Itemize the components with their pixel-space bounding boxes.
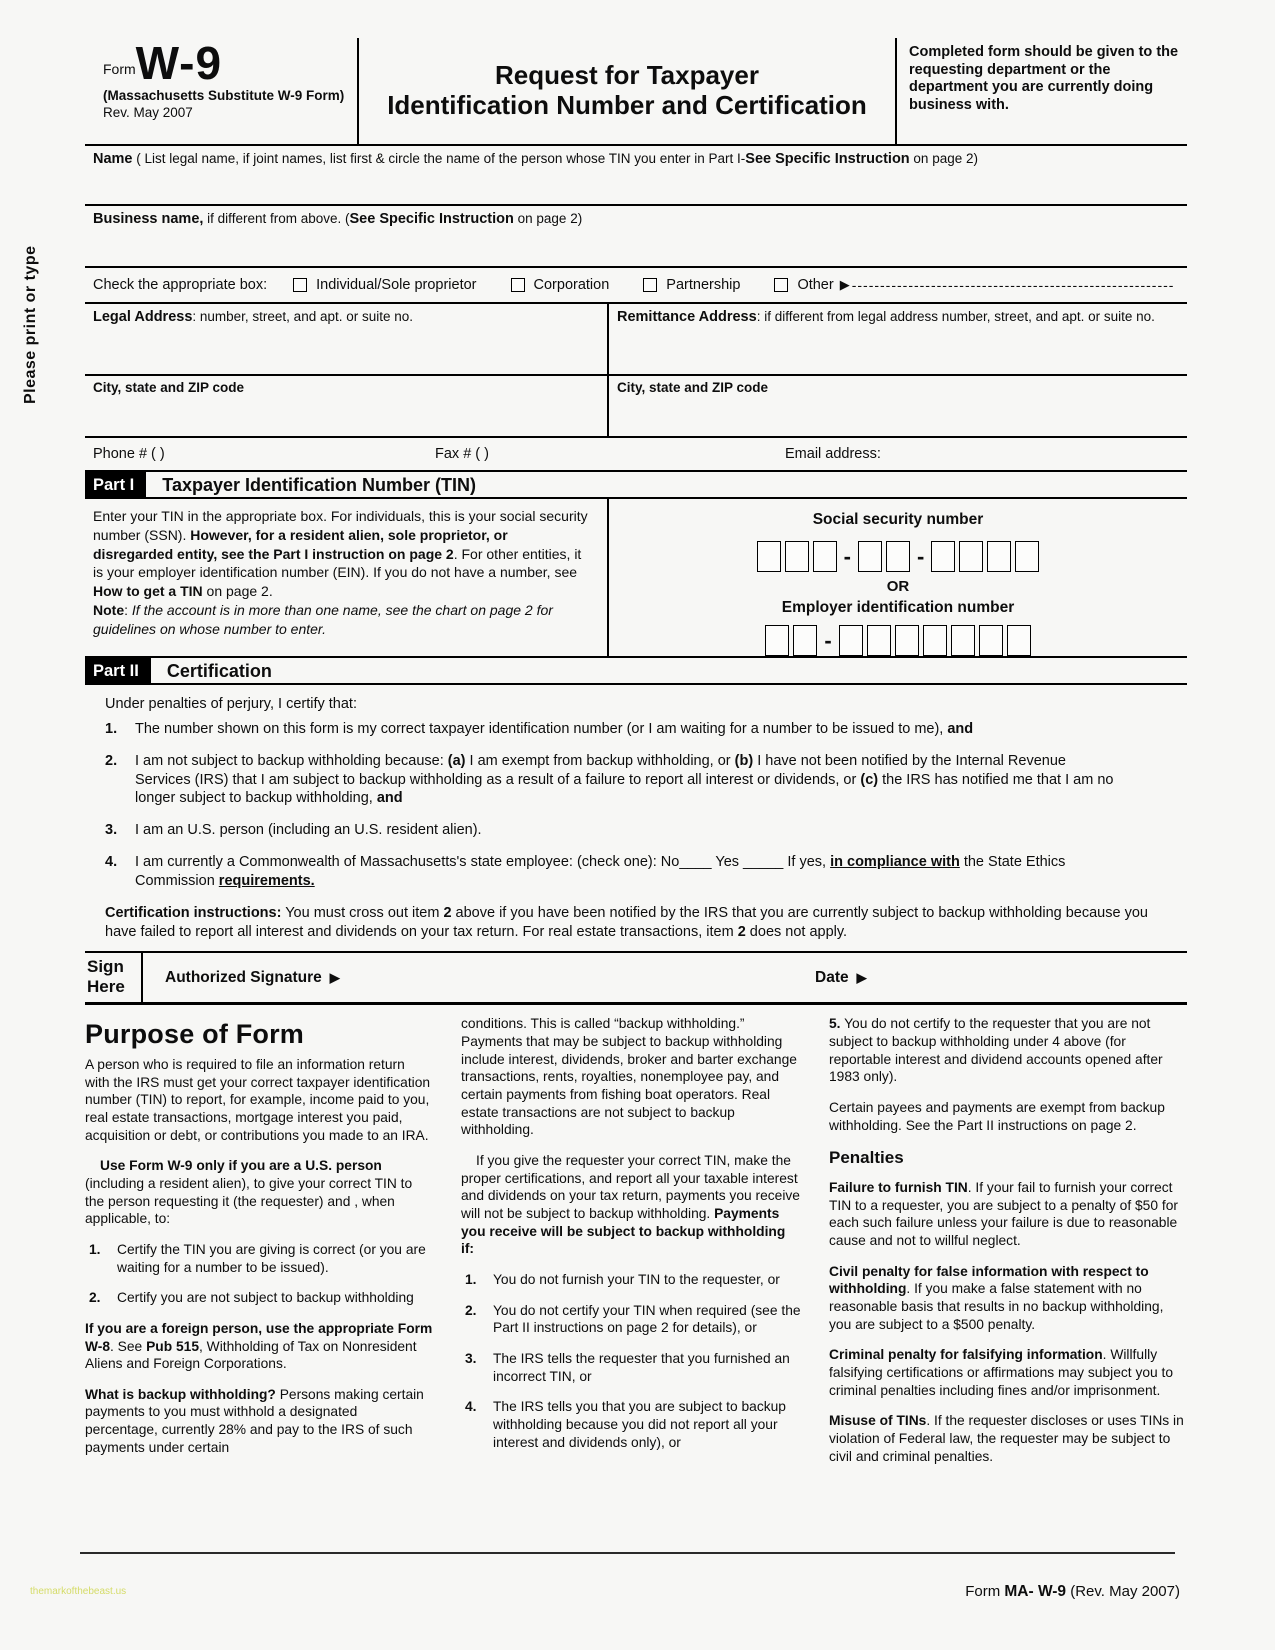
tin-instructions-text: Enter your TIN in the appropriate box. For individuals, this is your social security number (SSN). However, for a resident alien, sole proprietor, or disregarded entity, see the Part I instruction on page 2. For other entities, it is your employer identification number (EIN). If you do not have a number, see How to get a TIN on page 2. bbox=[93, 508, 588, 599]
ssn-box[interactable] bbox=[987, 541, 1011, 572]
use-form-paragraph: Use Form W-9 only if you are a U.S. person (including a resident alien), to give your correct TIN to the person requesting it (the requester) and , when applicable, to: bbox=[85, 1158, 413, 1227]
authorized-signature-field[interactable] bbox=[143, 953, 815, 1002]
corporation-checkbox-label: Corporation bbox=[533, 277, 610, 293]
item-text: The number shown on this form is my correct taxpayer identification number (or I am waiting for a number to be issued to me), and bbox=[135, 720, 974, 737]
contact-row bbox=[85, 436, 1187, 472]
form-word: Form bbox=[103, 60, 136, 77]
item-text: You do not certify your TIN when required (see the Part II instructions on page 2 for details), or bbox=[493, 1302, 801, 1336]
exempt-payees-paragraph: Certain payees and payments are exempt from backup withholding. See the Part II instructions on page 2. bbox=[829, 1100, 1165, 1133]
ssn-box[interactable] bbox=[858, 541, 882, 572]
certification-intro: Under penalties of perjury, I certify that: bbox=[105, 696, 357, 712]
ssn-title: Social security number bbox=[812, 511, 984, 528]
purpose-of-form-heading: Purpose of Form bbox=[85, 1019, 305, 1050]
form-header bbox=[85, 38, 1187, 144]
item-text: I am an U.S. person (including an U.S. resident alien). bbox=[135, 822, 482, 839]
instructions-section bbox=[85, 1015, 1187, 1478]
business-name-row bbox=[85, 206, 1187, 268]
ssn-box[interactable] bbox=[757, 541, 781, 572]
corporation-checkbox[interactable] bbox=[511, 278, 525, 292]
ein-box[interactable] bbox=[923, 625, 947, 656]
item-number: 1. bbox=[105, 720, 118, 737]
ein-dash: - bbox=[824, 627, 832, 653]
footer-divider bbox=[80, 1552, 1175, 1554]
ein-box[interactable] bbox=[895, 625, 919, 656]
col2-item-3 bbox=[461, 1350, 801, 1385]
ssn-box[interactable] bbox=[931, 541, 955, 572]
date-label: Date bbox=[815, 968, 849, 986]
tin-entry-panel bbox=[607, 499, 1187, 656]
city-left-input[interactable] bbox=[85, 376, 607, 436]
name-input[interactable] bbox=[85, 146, 1187, 204]
part1-header-bar bbox=[85, 472, 1187, 499]
part2-badge: Part II bbox=[85, 658, 151, 683]
city-right-cell bbox=[609, 376, 1187, 436]
form-title-line1: Request for Taxpayer bbox=[495, 60, 759, 91]
or-label: OR bbox=[886, 578, 910, 595]
part2-body bbox=[85, 685, 1187, 941]
part2-title: Certification bbox=[166, 661, 272, 681]
watermark-text: themarkofthebeast.us bbox=[30, 1586, 127, 1597]
ein-box[interactable] bbox=[867, 625, 891, 656]
certification-item-4 bbox=[105, 853, 1125, 891]
signature-arrow-icon: ▶ bbox=[329, 969, 340, 985]
item-text: You do not furnish your TIN to the requester, or bbox=[493, 1271, 780, 1287]
ssn-dash: - bbox=[917, 543, 925, 569]
partnership-checkbox[interactable] bbox=[643, 278, 657, 292]
here-word: Here bbox=[87, 976, 125, 996]
signature-row bbox=[85, 951, 1187, 1005]
other-checkbox[interactable] bbox=[774, 278, 788, 292]
instructions-column-2 bbox=[461, 1015, 801, 1478]
checkbox-item-other bbox=[774, 277, 1174, 293]
item-number: 3. bbox=[105, 822, 118, 839]
item-number: 4. bbox=[105, 854, 118, 871]
ein-title: Employer identification number bbox=[781, 599, 1015, 616]
col2-item-1 bbox=[461, 1271, 801, 1289]
col2-item-2 bbox=[461, 1302, 801, 1337]
authorized-signature-label: Authorized Signature bbox=[165, 968, 322, 986]
sign-here-label bbox=[85, 953, 143, 1002]
checkbox-item-corporation bbox=[511, 277, 610, 293]
item-number: 1. bbox=[465, 1271, 477, 1287]
ssn-box[interactable] bbox=[959, 541, 983, 572]
ssn-boxes bbox=[609, 541, 1187, 572]
phone-field[interactable]: Phone # ( ) bbox=[93, 446, 165, 462]
criminal-penalty-paragraph: Criminal penalty for falsifying information. Willfully falsifying certifications or affirmations may subject you to criminal penalties including fines and/or imprisonment. bbox=[829, 1347, 1174, 1398]
checkbox-item-individual bbox=[293, 277, 476, 293]
name-row bbox=[85, 146, 1187, 206]
form-routing-note: Completed form should be given to the requesting department or the department you are currently doing business with. bbox=[895, 38, 1187, 144]
form-number: W-9 bbox=[135, 37, 223, 89]
business-name-input[interactable] bbox=[85, 206, 1187, 266]
col2-item-4 bbox=[461, 1398, 801, 1451]
checkbox-item-partnership bbox=[643, 277, 740, 293]
business-name-label: Business name, if different from above. (See Specific Instruction on page 2) bbox=[93, 211, 583, 227]
backup-withholding-paragraph: What is backup withholding? Persons making certain payments to you must withhold a designated percentage, currently 28% and pay to the IRS of such payments under certain bbox=[85, 1386, 424, 1455]
ein-box[interactable] bbox=[765, 625, 789, 656]
date-arrow-icon: ▶ bbox=[856, 969, 867, 985]
individual-checkbox[interactable] bbox=[293, 278, 307, 292]
misuse-of-tins-paragraph: Misuse of TINs. If the requester discloses or uses TINs in violation of Federal law, the requester may be subject to civil and criminal penalties. bbox=[829, 1413, 1184, 1464]
checkbox-row-label: Check the appropriate box: bbox=[93, 277, 268, 293]
item-text: The IRS tells the requester that you furnished an incorrect TIN, or bbox=[493, 1350, 790, 1384]
form-title-block bbox=[357, 38, 895, 144]
partnership-checkbox-label: Partnership bbox=[666, 277, 741, 293]
w9-form-sheet bbox=[85, 38, 1187, 1478]
form-revision: Rev. May 2007 bbox=[103, 104, 193, 120]
ssn-box[interactable] bbox=[1015, 541, 1039, 572]
city-left-cell bbox=[85, 376, 607, 436]
legal-address-input[interactable] bbox=[85, 304, 607, 374]
legal-address-label: Legal Address: number, street, and apt. or suite no. bbox=[93, 309, 414, 325]
legal-address-column bbox=[85, 304, 607, 436]
print-or-type-vertical-label: Please print or type bbox=[22, 245, 39, 404]
ein-box[interactable] bbox=[979, 625, 1003, 656]
penalties-heading: Penalties bbox=[829, 1148, 904, 1168]
remittance-address-column bbox=[607, 304, 1187, 436]
tin-instructions bbox=[85, 499, 607, 656]
ssn-box[interactable] bbox=[785, 541, 809, 572]
city-right-label: City, state and ZIP code bbox=[617, 380, 769, 395]
ssn-box[interactable] bbox=[886, 541, 910, 572]
city-right-input[interactable] bbox=[609, 376, 1187, 436]
part2-header-bar bbox=[85, 658, 1187, 685]
address-grid bbox=[85, 304, 1187, 436]
foreign-person-paragraph: If you are a foreign person, use the appropriate Form W-8. See Pub 515, Withholding of Tax on Nonresident Aliens and Foreign Corporations. bbox=[85, 1320, 433, 1372]
email-field[interactable]: Email address: bbox=[785, 446, 881, 462]
item-number: 2. bbox=[465, 1302, 477, 1318]
certification-item-1 bbox=[105, 720, 1125, 739]
part1-body bbox=[85, 499, 1187, 658]
ein-box[interactable] bbox=[793, 625, 817, 656]
sign-word: Sign bbox=[87, 957, 124, 977]
item-text: Certify you are not subject to backup withholding bbox=[117, 1290, 414, 1306]
remittance-address-label: Remittance Address: if different from legal address number, street, and apt. or suite no. bbox=[617, 309, 1155, 325]
item-text: I am currently a Commonwealth of Massachusetts's state employee: (check one): No____ Yes _____ If yes, in compliance with the State Ethics Commission requirements. bbox=[135, 854, 1066, 889]
purpose-paragraph: A person who is required to file an information return with the IRS must get your correct taxpayer identification number (TIN) to report, for example, income paid to you, real estate transactions, mortgage interest you paid, acquisition or debt, or contributions you made to an IRA. bbox=[85, 1056, 431, 1143]
form-fields-table bbox=[85, 144, 1187, 1005]
failure-to-furnish-paragraph: Failure to furnish TIN. If your fail to furnish your correct TIN to a requester, you are subject to a penalty of $50 for each such failure unless your failure is due to reasonable cause and not to willful neglect. bbox=[829, 1180, 1178, 1249]
ein-box[interactable] bbox=[839, 625, 863, 656]
conditions-paragraph: conditions. This is called “backup withholding.” Payments that may be subject to backup withholding include interest, dividends, broker and barter exchange transactions, rents, royalties, nonemployee pay, and certain payments from fishing boat operators. Real estate transactions are not subject to backup withholding. bbox=[461, 1016, 797, 1138]
item-number: 4. bbox=[465, 1399, 477, 1415]
other-checkbox-label: Other bbox=[797, 277, 834, 293]
name-label: Name ( List legal name, if joint names, list first & circle the name of the person whose TIN you enter in Part I-See Specific Instruction on page 2) bbox=[93, 151, 978, 167]
give-requester-paragraph: If you give the requester your correct TIN, make the proper certifications, and report all your taxable interest and dividends on your tax return, payments you receive will not be subject to backup withholding. Payments you receive will be subject to backup withholding if: bbox=[461, 1153, 800, 1257]
form-id-block bbox=[85, 38, 357, 144]
part1-badge: Part I bbox=[85, 472, 146, 497]
legal-address-cell bbox=[85, 304, 607, 376]
remittance-address-input[interactable] bbox=[609, 304, 1187, 374]
item-number: 1. bbox=[89, 1241, 101, 1257]
certification-instructions: Certification instructions: You must cross out item 2 above if you have been notified by the IRS that you are currently subject to backup withholding because you have failed to report all interest and dividends on your tax return. For real estate transactions, item 2 does not apply. bbox=[105, 904, 1148, 940]
ssn-box[interactable] bbox=[813, 541, 837, 572]
item-text: I am not subject to backup withholding because: (a) I am exempt from backup withholding, or (b) I have not been notified by the Internal Revenue Services (IRS) that I am subject to backup withholding as a result of a failure to report all interest or dividends, or (c) the IRS has notified me that I am no longer subject to backup withholding, and bbox=[135, 752, 1114, 807]
certification-item-3 bbox=[105, 821, 1125, 840]
tin-note-text: Note: If the account is in more than one name, see the chart on page 2 for guidelines on whose number to enter. bbox=[93, 601, 553, 637]
item-text: The IRS tells you that you are subject to backup withholding because you did not report all your interest and dividends only), or bbox=[493, 1399, 786, 1450]
fax-field[interactable]: Fax # ( ) bbox=[435, 446, 489, 462]
ein-boxes bbox=[609, 625, 1187, 656]
ein-box[interactable] bbox=[1007, 625, 1031, 656]
ein-box[interactable] bbox=[951, 625, 975, 656]
entity-type-row bbox=[85, 268, 1187, 304]
item-number: 2. bbox=[89, 1290, 101, 1306]
city-left-label: City, state and ZIP code bbox=[93, 380, 245, 395]
col1-item-2 bbox=[85, 1289, 433, 1307]
ssn-dash: - bbox=[843, 543, 851, 569]
item-text: Certify the TIN you are giving is correct (or you are waiting for a number to be issued). bbox=[117, 1241, 426, 1275]
form-subtitle: (Massachusetts Substitute W-9 Form) bbox=[103, 87, 345, 103]
item-number: 2. bbox=[105, 752, 118, 769]
other-arrow-icon: ▶ bbox=[839, 277, 850, 292]
remittance-address-cell bbox=[609, 304, 1187, 376]
instructions-column-3 bbox=[829, 1015, 1187, 1478]
part1-title: Taxpayer Identification Number (TIN) bbox=[162, 475, 476, 495]
certification-item-2 bbox=[105, 752, 1125, 809]
individual-checkbox-label: Individual/Sole proprietor bbox=[316, 277, 477, 293]
other-fill-line[interactable]: --------------------------------------------------------- bbox=[851, 277, 1175, 293]
instructions-column-1 bbox=[85, 1015, 433, 1478]
col1-item-1 bbox=[85, 1241, 433, 1276]
item-number: 3. bbox=[465, 1350, 477, 1366]
form-title-line2: Identification Number and Certification bbox=[387, 90, 867, 120]
civil-penalty-paragraph: Civil penalty for false information with respect to withholding. If you make a false statement with no reasonable basis that results in no backup withholding, you are subject to a $500 penalty. bbox=[829, 1263, 1164, 1332]
col3-item-5-paragraph: 5. You do not certify to the requester that you are not subject to backup withholding under 4 above (for reportable interest and dividend accounts opened after 1983 only). bbox=[829, 1016, 1163, 1085]
date-field[interactable] bbox=[815, 953, 1187, 1002]
footer-form-id: Form MA- W-9 (Rev. May 2007) bbox=[965, 1583, 1180, 1600]
